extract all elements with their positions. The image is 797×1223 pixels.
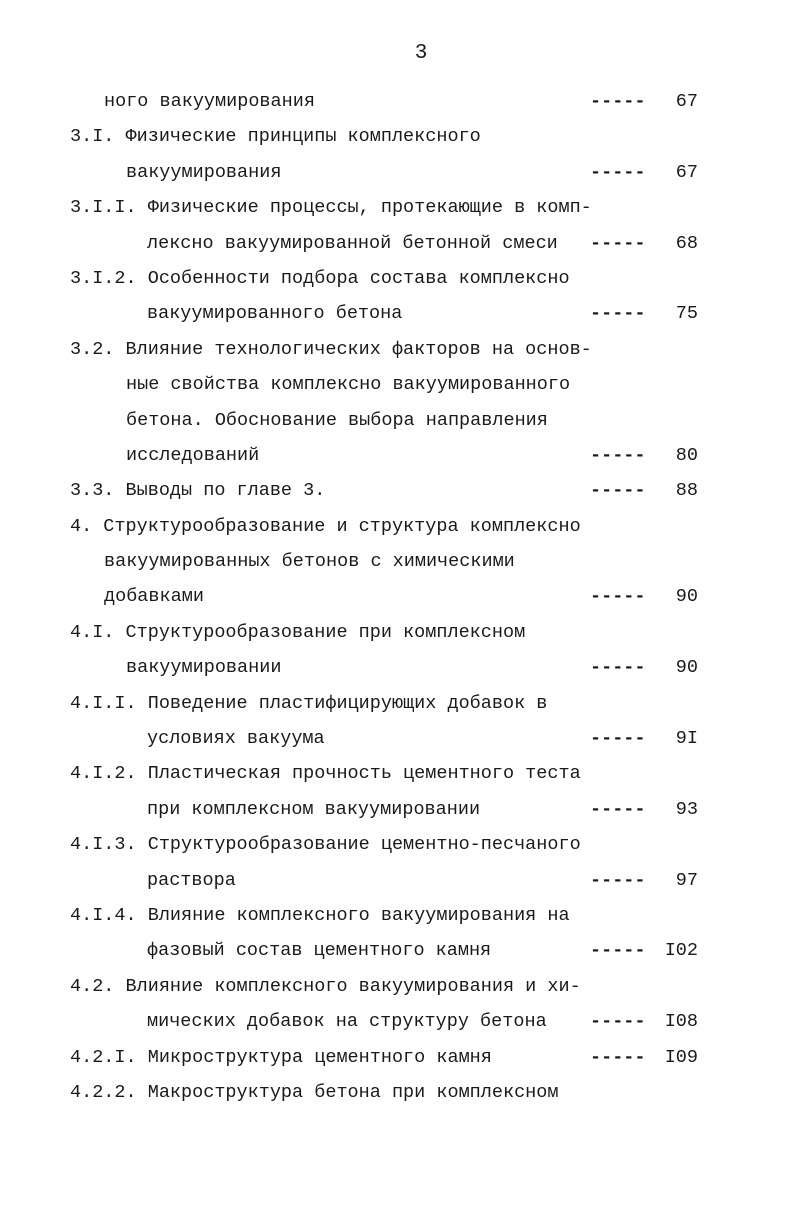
toc-entry-text: 3.3. Выводы по главе 3. [70,480,326,502]
toc-line [0,261,797,296]
toc-page-number: 75 [675,303,698,325]
toc-page-number: 80 [675,444,698,466]
toc-entry-text: 3.I.I. Физические процессы, протекающие в комп- [70,197,592,219]
toc-line [0,933,797,968]
toc-page-number: 90 [675,586,698,608]
dash-leader: ----- [590,728,646,750]
toc-line [0,367,797,402]
toc-entry-text: 3.I.2. Особенности подбора состава комплексно [70,267,570,289]
toc-entry-text: фазовый состав цементного камня [147,940,492,962]
toc-line [0,650,797,685]
toc-page-number: 90 [675,657,698,679]
toc-line [0,190,797,225]
toc-line [0,827,797,862]
toc-line [0,155,797,190]
toc-entry-text: вакуумировании [126,657,282,679]
dash-leader: ----- [590,444,646,466]
toc-line [0,403,797,438]
toc-page-number: 97 [675,869,698,891]
toc-line [0,863,797,898]
toc-entry-text: 4.2. Влияние комплексного вакуумирования и хи- [70,975,581,997]
toc-entry-text: ные свойства комплексно вакуумированного [126,374,571,396]
toc-entry-text: раствора [147,869,236,891]
toc-line [0,579,797,614]
toc-line [0,1040,797,1075]
toc-page-number: I08 [664,1011,698,1033]
dash-leader: ----- [590,798,646,820]
toc-line [0,1075,797,1110]
dash-leader: ----- [590,161,646,183]
toc-entry-text: мических добавок на структуру бетона [147,1011,547,1033]
toc-page-number: 9I [675,728,698,750]
toc-line [0,473,797,508]
toc-line [0,898,797,933]
toc-entry-text: вакуумированного бетона [147,303,403,325]
toc-entry-text: 3.I. Физические принципы комплексного [70,126,481,148]
toc-entry-text: 4.2.I. Микроструктура цементного камня [70,1046,492,1068]
toc-page-number: 67 [675,91,698,112]
dash-leader: ----- [590,657,646,679]
toc-line [0,226,797,261]
toc-line [0,756,797,791]
toc-page-number: 88 [675,480,698,502]
toc-line [0,544,797,579]
toc-line [0,721,797,756]
toc-line [0,509,797,544]
toc-entry-text: 4.I.3. Структурообразование цементно-песчаного [70,834,581,856]
toc-page-number: I02 [664,940,698,962]
toc-line [0,84,797,119]
table-of-contents [0,84,797,1110]
toc-line [0,686,797,721]
toc-entry-text: добавками [104,586,204,608]
toc-entry-text: вакуумирования [126,161,282,183]
toc-entry-text: 4.I.4. Влияние комплексного вакуумирования на [70,904,570,926]
toc-entry-text: при комплексном вакуумировании [147,798,481,820]
toc-entry-text: вакуумированных бетонов с химическими [104,551,515,573]
toc-entry-text: 4.I. Структурообразование при комплексном [70,621,526,643]
dash-leader: ----- [590,1011,646,1033]
toc-line [0,119,797,154]
toc-entry-text: лексно вакуумированной бетонной смеси [147,232,558,254]
toc-line [0,615,797,650]
toc-line [0,438,797,473]
toc-entry-text: 4.I.2. Пластическая прочность цементного теста [70,763,581,785]
toc-page-number: 67 [675,161,698,183]
dash-leader: ----- [590,303,646,325]
dash-leader: ----- [590,480,646,502]
dash-leader: ----- [590,940,646,962]
dash-leader: ----- [590,232,646,254]
toc-page-number: I09 [664,1046,698,1068]
toc-entry-text: бетона. Обоснование выбора направления [126,409,548,431]
toc-line [0,332,797,367]
toc-entry-text: 4.2.2. Макроструктура бетона при комплексном [70,1081,559,1103]
toc-line [0,1004,797,1039]
toc-page-number: 68 [675,232,698,254]
toc-line [0,792,797,827]
toc-entry-text: условиях вакуума [147,728,325,750]
dash-leader: ----- [590,586,646,608]
page-number: 3 [414,42,428,65]
toc-entry-text: 4.I.I. Поведение пластифицирующих добавок в [70,692,548,714]
toc-entry-text: 4. Структурообразование и структура комплексно [70,515,581,537]
dash-leader: ----- [590,1046,646,1068]
toc-entry-text: ного вакуумирования [104,91,315,112]
dash-leader: ----- [590,91,646,112]
toc-page-number: 93 [675,798,698,820]
dash-leader: ----- [590,869,646,891]
toc-line [0,969,797,1004]
toc-entry-text: 3.2. Влияние технологических факторов на основ- [70,338,592,360]
toc-entry-text: исследований [126,444,260,466]
toc-line [0,296,797,331]
